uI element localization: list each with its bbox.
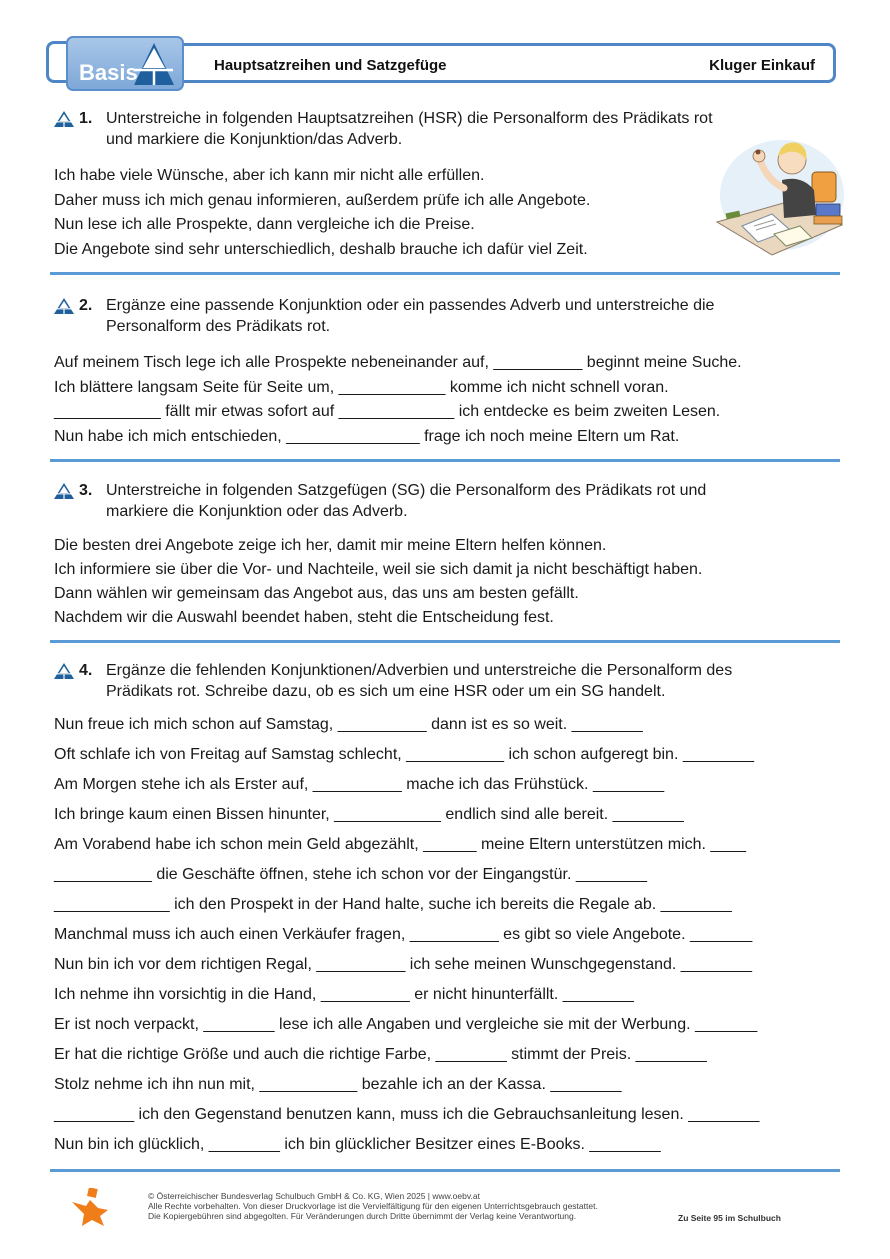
sentence: Am Vorabend habe ich schon mein Geld abgezählt, ______ meine Eltern unterstützen mich. ____ [54,836,746,853]
sentence: ___________ die Geschäfte öffnen, stehe ich schon vor der Eingangstür. ________ [54,866,648,883]
task-number: 1. [79,110,93,127]
sentence: Nun lese ich alle Prospekte, dann vergleiche ich die Preise. [54,216,475,233]
instruction-line: Ergänze eine passende Konjunktion oder ein passendes Adverb und unterstreiche die [106,297,715,314]
basis-badge [66,36,184,91]
sentence: Nachdem wir die Auswahl beendet haben, steht die Entscheidung fest. [54,609,554,626]
copyright-line: Alle Rechte vorbehalten. Von dieser Druckvorlage ist die Vervielfältigung für den eigenen Unterrichtsgebrauch gestattet. [148,1201,598,1211]
sentence: Ich habe viele Wünsche, aber ich kann mir nicht alle erfüllen. [54,167,485,184]
sentence: Ich blättere langsam Seite für Seite um, ____________ komme ich nicht schnell voran. [54,378,669,396]
sentence: Die besten drei Angebote zeige ich her, damit mir meine Eltern helfen können. [54,537,607,554]
task-number: 3. [79,482,93,499]
sentence: Manchmal muss ich auch einen Verkäufer fragen, __________ es gibt so viele Angebote. _______ [54,926,753,943]
textbook-page-reference: Zu Seite 95 im Schulbuch [678,1213,781,1223]
instruction-line: Prädikats rot. Schreibe dazu, ob es sich um eine HSR oder um ein SG handelt. [106,683,666,700]
section-divider [50,1169,840,1172]
basis-label: Basis [79,60,138,85]
sentence: Er ist noch verpackt, ________ lese ich alle Angaben und vergleiche sie mit der Werbung. _______ [54,1016,758,1033]
sentence: _____________ ich den Prospekt in der Hand halte, suche ich bereits die Regale ab. ________ [54,896,732,913]
task-instruction [54,108,713,150]
sentence: Nun freue ich mich schon auf Samstag, __________ dann ist es so weit. ________ [54,716,643,733]
sentence: Ich bringe kaum einen Bissen hinunter, ____________ endlich sind alle bereit. ________ [54,806,684,823]
sentence: Die Angebote sind sehr unterschiedlich, deshalb brauche ich dafür viel Zeit. [54,240,588,258]
sentence: Nun bin ich glücklich, ________ ich bin glücklicher Besitzer eines E-Books. ________ [54,1136,661,1153]
sentence: Am Morgen stehe ich als Erster auf, __________ mache ich das Frühstück. ________ [54,776,665,793]
task-3 [54,480,706,630]
sentence: Ich informiere sie über die Vor- und Nachteile, weil sie sich damit ja nicht beschäftigt haben. [54,561,703,578]
sentence: ____________ fällt mir etwas sofort auf _____________ ich entdecke es beim zweiten Lesen. [54,403,721,420]
basis-triangle-icon [132,41,176,87]
instruction-line: Personalform des Prädikats rot. [106,318,331,335]
task-instruction [54,295,742,337]
sentence: Nun habe ich mich entschieden, _______________ frage ich noch meine Eltern um Rat. [54,427,680,445]
basis-triangle-icon [54,111,74,127]
sentence: Daher muss ich mich genau informieren, außerdem prüfe ich alle Angebote. [54,191,591,209]
instruction-line: markiere die Konjunktion oder das Adverb. [106,503,408,520]
sentence: _________ ich den Gegenstand benutzen kann, muss ich die Gebrauchsanleitung lesen. ________ [54,1106,760,1123]
basis-triangle-icon [54,483,74,499]
sentence: Oft schlafe ich von Freitag auf Samstag schlecht, ___________ ich schon aufgeregt bin. ________ [54,746,755,763]
basis-triangle-icon [54,663,74,679]
sentence: Stolz nehme ich ihn nun mit, ___________ bezahle ich an der Kassa. ________ [54,1076,622,1093]
task-4 [54,660,759,1160]
instruction-line: Unterstreiche in folgenden Hauptsatzreihen (HSR) die Personalform des Prädikats rot [106,110,713,127]
section-divider [50,459,840,462]
sentence: Ich nehme ihn vorsichtig in die Hand, __________ er nicht hinunterfällt. ________ [54,986,634,1003]
task-1 [54,108,713,262]
section-divider [50,640,840,643]
sentence: Auf meinem Tisch lege ich alle Prospekte nebeneinander auf, __________ beginnt meine Suche. [54,354,742,371]
task-number: 4. [79,662,93,679]
instruction-line: Ergänze die fehlenden Konjunktionen/Adverbien und unterstreiche die Personalform des [106,662,733,679]
boy-studying-brochures-illustration [712,130,847,265]
sentence: Nun bin ich vor dem richtigen Regal, __________ ich sehe meinen Wunschgegenstand. ________ [54,956,752,973]
task-instruction [54,480,706,522]
sentence: Er hat die richtige Größe und auch die richtige Farbe, ________ stimmt der Preis. ________ [54,1046,707,1063]
task-instruction [54,660,759,702]
copyright-line: © Österreichischer Bundesverlag Schulbuch GmbH & Co. KG, Wien 2025 | www.oebv.at [148,1191,480,1201]
task-number: 2. [79,297,93,314]
worksheet-topic: Kluger Einkauf [709,57,815,74]
sentence: Dann wählen wir gemeinsam das Angebot aus, das uns am besten gefällt. [54,585,579,602]
copyright-notice [148,1191,598,1221]
copyright-line: Die Kopiergebühren sind abgegolten. Für Veränderungen durch Dritte übernimmt der Verlag keine Verantwortung. [148,1211,577,1221]
basis-triangle-icon [54,298,74,314]
task-2 [54,295,742,449]
instruction-line: Unterstreiche in folgenden Satzgefügen (SG) die Personalform des Prädikats rot und [106,482,707,499]
oebv-logo-icon [70,1188,110,1228]
instruction-line: und markiere die Konjunktion/das Adverb. [106,131,403,148]
section-divider [50,272,840,275]
worksheet-title: Hauptsatzreihen und Satzgefüge [214,57,447,74]
